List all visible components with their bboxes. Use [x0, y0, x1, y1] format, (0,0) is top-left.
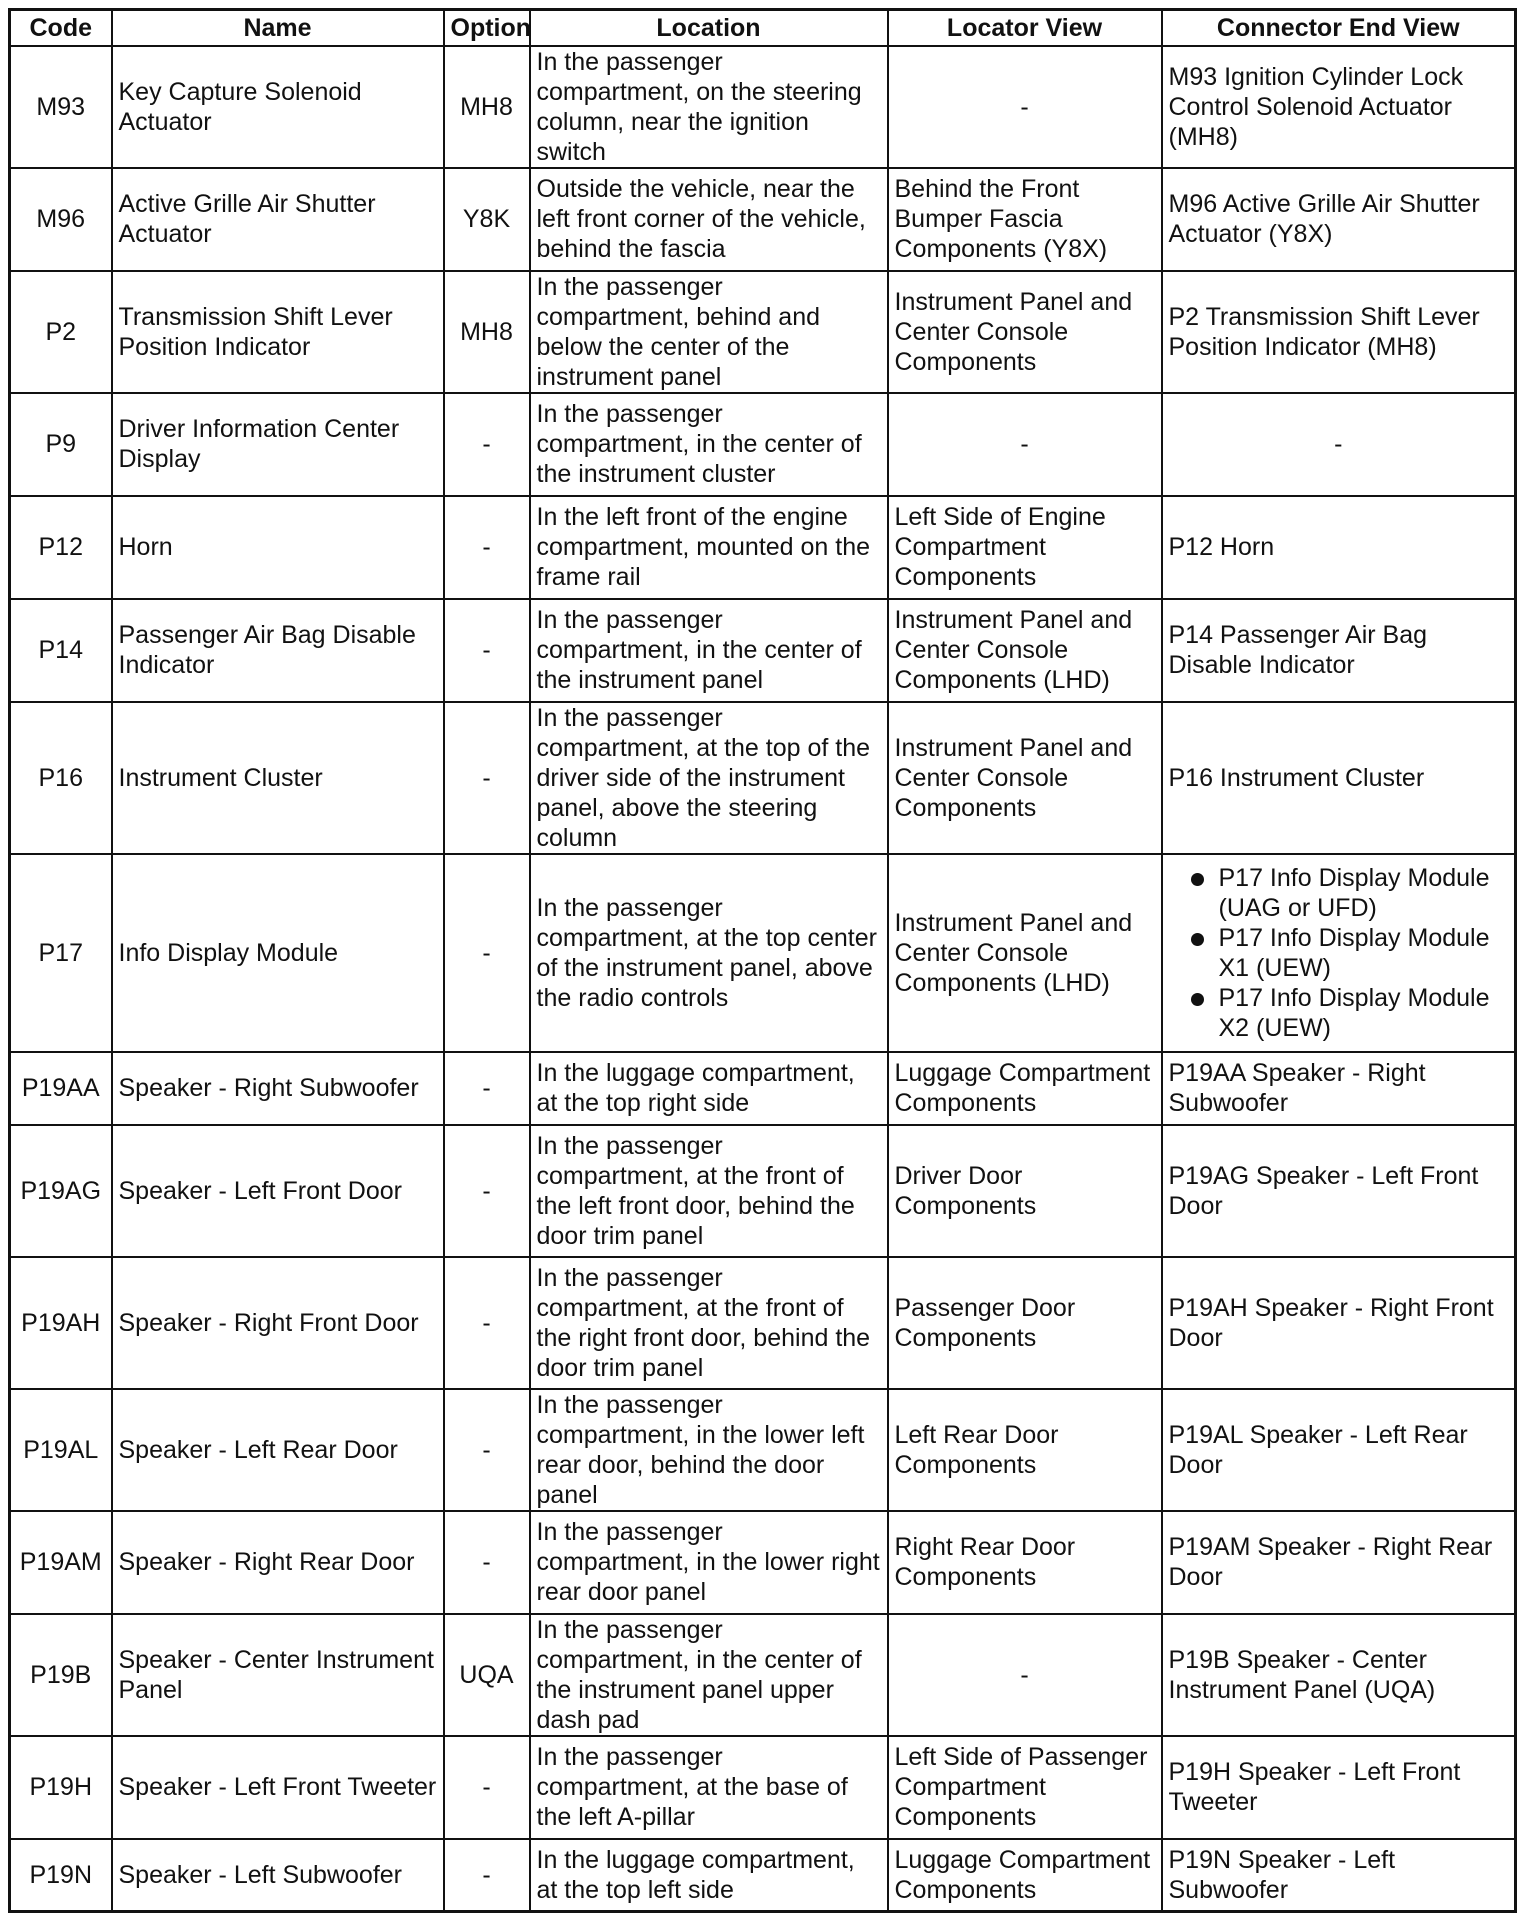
- cell-code: P19AM: [10, 1511, 112, 1614]
- cell-connector-end-view: P19AM Speaker - Right Rear Door: [1162, 1511, 1516, 1614]
- cell-code: P19B: [10, 1614, 112, 1736]
- cell-location: In the passenger compartment, behind and below the center of the instrument panel: [530, 271, 888, 393]
- cell-location: In the passenger compartment, in the center of the instrument panel upper dash pad: [530, 1614, 888, 1736]
- table-row: [10, 271, 1516, 393]
- cell-locator-view: Luggage Compartment Components: [888, 1052, 1162, 1125]
- header-connector-end-view: Connector End View: [1162, 10, 1516, 46]
- cell-option: -: [444, 1052, 530, 1125]
- cell-code: P9: [10, 393, 112, 496]
- cell-connector-end-view: [1162, 854, 1516, 1052]
- cell-name: Speaker - Left Rear Door: [112, 1389, 444, 1511]
- cell-locator-view: Driver Door Components: [888, 1125, 1162, 1257]
- cell-connector-end-view: P19AH Speaker - Right Front Door: [1162, 1257, 1516, 1389]
- table-row: [10, 1511, 1516, 1614]
- cell-location: In the left front of the engine compartment, mounted on the frame rail: [530, 496, 888, 599]
- cell-option: -: [444, 854, 530, 1052]
- cell-location: In the passenger compartment, in the center of the instrument panel: [530, 599, 888, 702]
- cell-connector-end-view: P19B Speaker - Center Instrument Panel (UQA): [1162, 1614, 1516, 1736]
- cell-locator-view: -: [888, 393, 1162, 496]
- cell-option: MH8: [444, 271, 530, 393]
- cell-connector-end-view: M93 Ignition Cylinder Lock Control Solenoid Actuator (MH8): [1162, 46, 1516, 168]
- cell-connector-end-view: M96 Active Grille Air Shutter Actuator (Y8X): [1162, 168, 1516, 271]
- cell-option: MH8: [444, 46, 530, 168]
- cell-name: Passenger Air Bag Disable Indicator: [112, 599, 444, 702]
- cell-code: P19AA: [10, 1052, 112, 1125]
- cell-connector-end-view: P19AG Speaker - Left Front Door: [1162, 1125, 1516, 1257]
- cell-option: -: [444, 1839, 530, 1912]
- table-row: [10, 1736, 1516, 1839]
- cell-location: In the passenger compartment, at the base of the left A-pillar: [530, 1736, 888, 1839]
- cell-connector-end-view: P14 Passenger Air Bag Disable Indicator: [1162, 599, 1516, 702]
- cell-name: Instrument Cluster: [112, 702, 444, 854]
- header-name: Name: [112, 10, 444, 46]
- cell-name: Speaker - Left Front Tweeter: [112, 1736, 444, 1839]
- cell-option: -: [444, 702, 530, 854]
- cell-name: Key Capture Solenoid Actuator: [112, 46, 444, 168]
- cell-option: -: [444, 1257, 530, 1389]
- list-item: P17 Info Display Module (UAG or UFD): [1169, 863, 1509, 923]
- header-option: Option: [444, 10, 530, 46]
- cell-locator-view: Left Side of Engine Compartment Components: [888, 496, 1162, 599]
- cell-location: In the passenger compartment, at the top of the driver side of the instrument panel, above the steering column: [530, 702, 888, 854]
- table-row: [10, 1257, 1516, 1389]
- table-row: [10, 854, 1516, 1052]
- cell-name: Speaker - Center Instrument Panel: [112, 1614, 444, 1736]
- cell-name: Info Display Module: [112, 854, 444, 1052]
- table-row: [10, 1389, 1516, 1511]
- cell-locator-view: Right Rear Door Components: [888, 1511, 1162, 1614]
- cell-option: -: [444, 1389, 530, 1511]
- cell-code: M93: [10, 46, 112, 168]
- cell-option: -: [444, 1736, 530, 1839]
- cell-connector-end-view: -: [1162, 393, 1516, 496]
- cell-name: Transmission Shift Lever Position Indicator: [112, 271, 444, 393]
- component-locator-table: [8, 8, 1517, 1913]
- cell-locator-view: Luggage Compartment Components: [888, 1839, 1162, 1912]
- table-row: [10, 1052, 1516, 1125]
- connector-bullet-list: [1169, 863, 1509, 1043]
- cell-locator-view: -: [888, 46, 1162, 168]
- cell-name: Speaker - Right Front Door: [112, 1257, 444, 1389]
- cell-name: Active Grille Air Shutter Actuator: [112, 168, 444, 271]
- cell-option: -: [444, 1511, 530, 1614]
- cell-connector-end-view: P16 Instrument Cluster: [1162, 702, 1516, 854]
- cell-locator-view: Passenger Door Components: [888, 1257, 1162, 1389]
- cell-locator-view: Instrument Panel and Center Console Components (LHD): [888, 854, 1162, 1052]
- cell-connector-end-view: P19H Speaker - Left Front Tweeter: [1162, 1736, 1516, 1839]
- cell-option: Y8K: [444, 168, 530, 271]
- cell-name: Speaker - Right Rear Door: [112, 1511, 444, 1614]
- cell-location: In the passenger compartment, on the steering column, near the ignition switch: [530, 46, 888, 168]
- table-row: [10, 1125, 1516, 1257]
- cell-locator-view: -: [888, 1614, 1162, 1736]
- cell-location: In the passenger compartment, in the center of the instrument cluster: [530, 393, 888, 496]
- cell-code: P12: [10, 496, 112, 599]
- list-item: P17 Info Display Module X2 (UEW): [1169, 983, 1509, 1043]
- cell-location: In the passenger compartment, at the front of the left front door, behind the door trim panel: [530, 1125, 888, 1257]
- cell-code: P19AG: [10, 1125, 112, 1257]
- cell-connector-end-view: P19N Speaker - Left Subwoofer: [1162, 1839, 1516, 1912]
- cell-name: Speaker - Left Subwoofer: [112, 1839, 444, 1912]
- cell-code: P16: [10, 702, 112, 854]
- table-row: [10, 46, 1516, 168]
- table-row: [10, 599, 1516, 702]
- cell-code: P2: [10, 271, 112, 393]
- cell-location: In the passenger compartment, in the lower right rear door panel: [530, 1511, 888, 1614]
- cell-name: Horn: [112, 496, 444, 599]
- cell-option: -: [444, 393, 530, 496]
- cell-location: In the passenger compartment, at the front of the right front door, behind the door trim panel: [530, 1257, 888, 1389]
- header-row: [10, 10, 1516, 46]
- cell-locator-view: Behind the Front Bumper Fascia Components (Y8X): [888, 168, 1162, 271]
- cell-locator-view: Instrument Panel and Center Console Components (LHD): [888, 599, 1162, 702]
- cell-connector-end-view: P19AA Speaker - Right Subwoofer: [1162, 1052, 1516, 1125]
- cell-locator-view: Left Side of Passenger Compartment Components: [888, 1736, 1162, 1839]
- cell-name: Driver Information Center Display: [112, 393, 444, 496]
- header-location: Location: [530, 10, 888, 46]
- table-row: [10, 496, 1516, 599]
- cell-option: -: [444, 496, 530, 599]
- cell-code: P14: [10, 599, 112, 702]
- cell-code: P17: [10, 854, 112, 1052]
- table-row: [10, 1614, 1516, 1736]
- cell-connector-end-view: P19AL Speaker - Left Rear Door: [1162, 1389, 1516, 1511]
- cell-code: P19AH: [10, 1257, 112, 1389]
- cell-location: In the passenger compartment, in the lower left rear door, behind the door panel: [530, 1389, 888, 1511]
- cell-location: In the luggage compartment, at the top right side: [530, 1052, 888, 1125]
- cell-locator-view: Instrument Panel and Center Console Components: [888, 702, 1162, 854]
- table-row: [10, 393, 1516, 496]
- cell-code: P19N: [10, 1839, 112, 1912]
- component-table-wrapper: [8, 8, 1517, 1913]
- cell-name: Speaker - Right Subwoofer: [112, 1052, 444, 1125]
- cell-option: UQA: [444, 1614, 530, 1736]
- cell-locator-view: Instrument Panel and Center Console Components: [888, 271, 1162, 393]
- cell-option: -: [444, 599, 530, 702]
- cell-connector-end-view: P2 Transmission Shift Lever Position Indicator (MH8): [1162, 271, 1516, 393]
- cell-location: Outside the vehicle, near the left front corner of the vehicle, behind the fascia: [530, 168, 888, 271]
- header-locator-view: Locator View: [888, 10, 1162, 46]
- table-row: [10, 1839, 1516, 1912]
- cell-location: In the passenger compartment, at the top center of the instrument panel, above the radio controls: [530, 854, 888, 1052]
- table-row: [10, 702, 1516, 854]
- table-row: [10, 168, 1516, 271]
- cell-connector-end-view: P12 Horn: [1162, 496, 1516, 599]
- cell-locator-view: Left Rear Door Components: [888, 1389, 1162, 1511]
- list-item: P17 Info Display Module X1 (UEW): [1169, 923, 1509, 983]
- cell-option: -: [444, 1125, 530, 1257]
- cell-location: In the luggage compartment, at the top left side: [530, 1839, 888, 1912]
- cell-code: P19H: [10, 1736, 112, 1839]
- cell-code: M96: [10, 168, 112, 271]
- cell-name: Speaker - Left Front Door: [112, 1125, 444, 1257]
- cell-code: P19AL: [10, 1389, 112, 1511]
- header-code: Code: [10, 10, 112, 46]
